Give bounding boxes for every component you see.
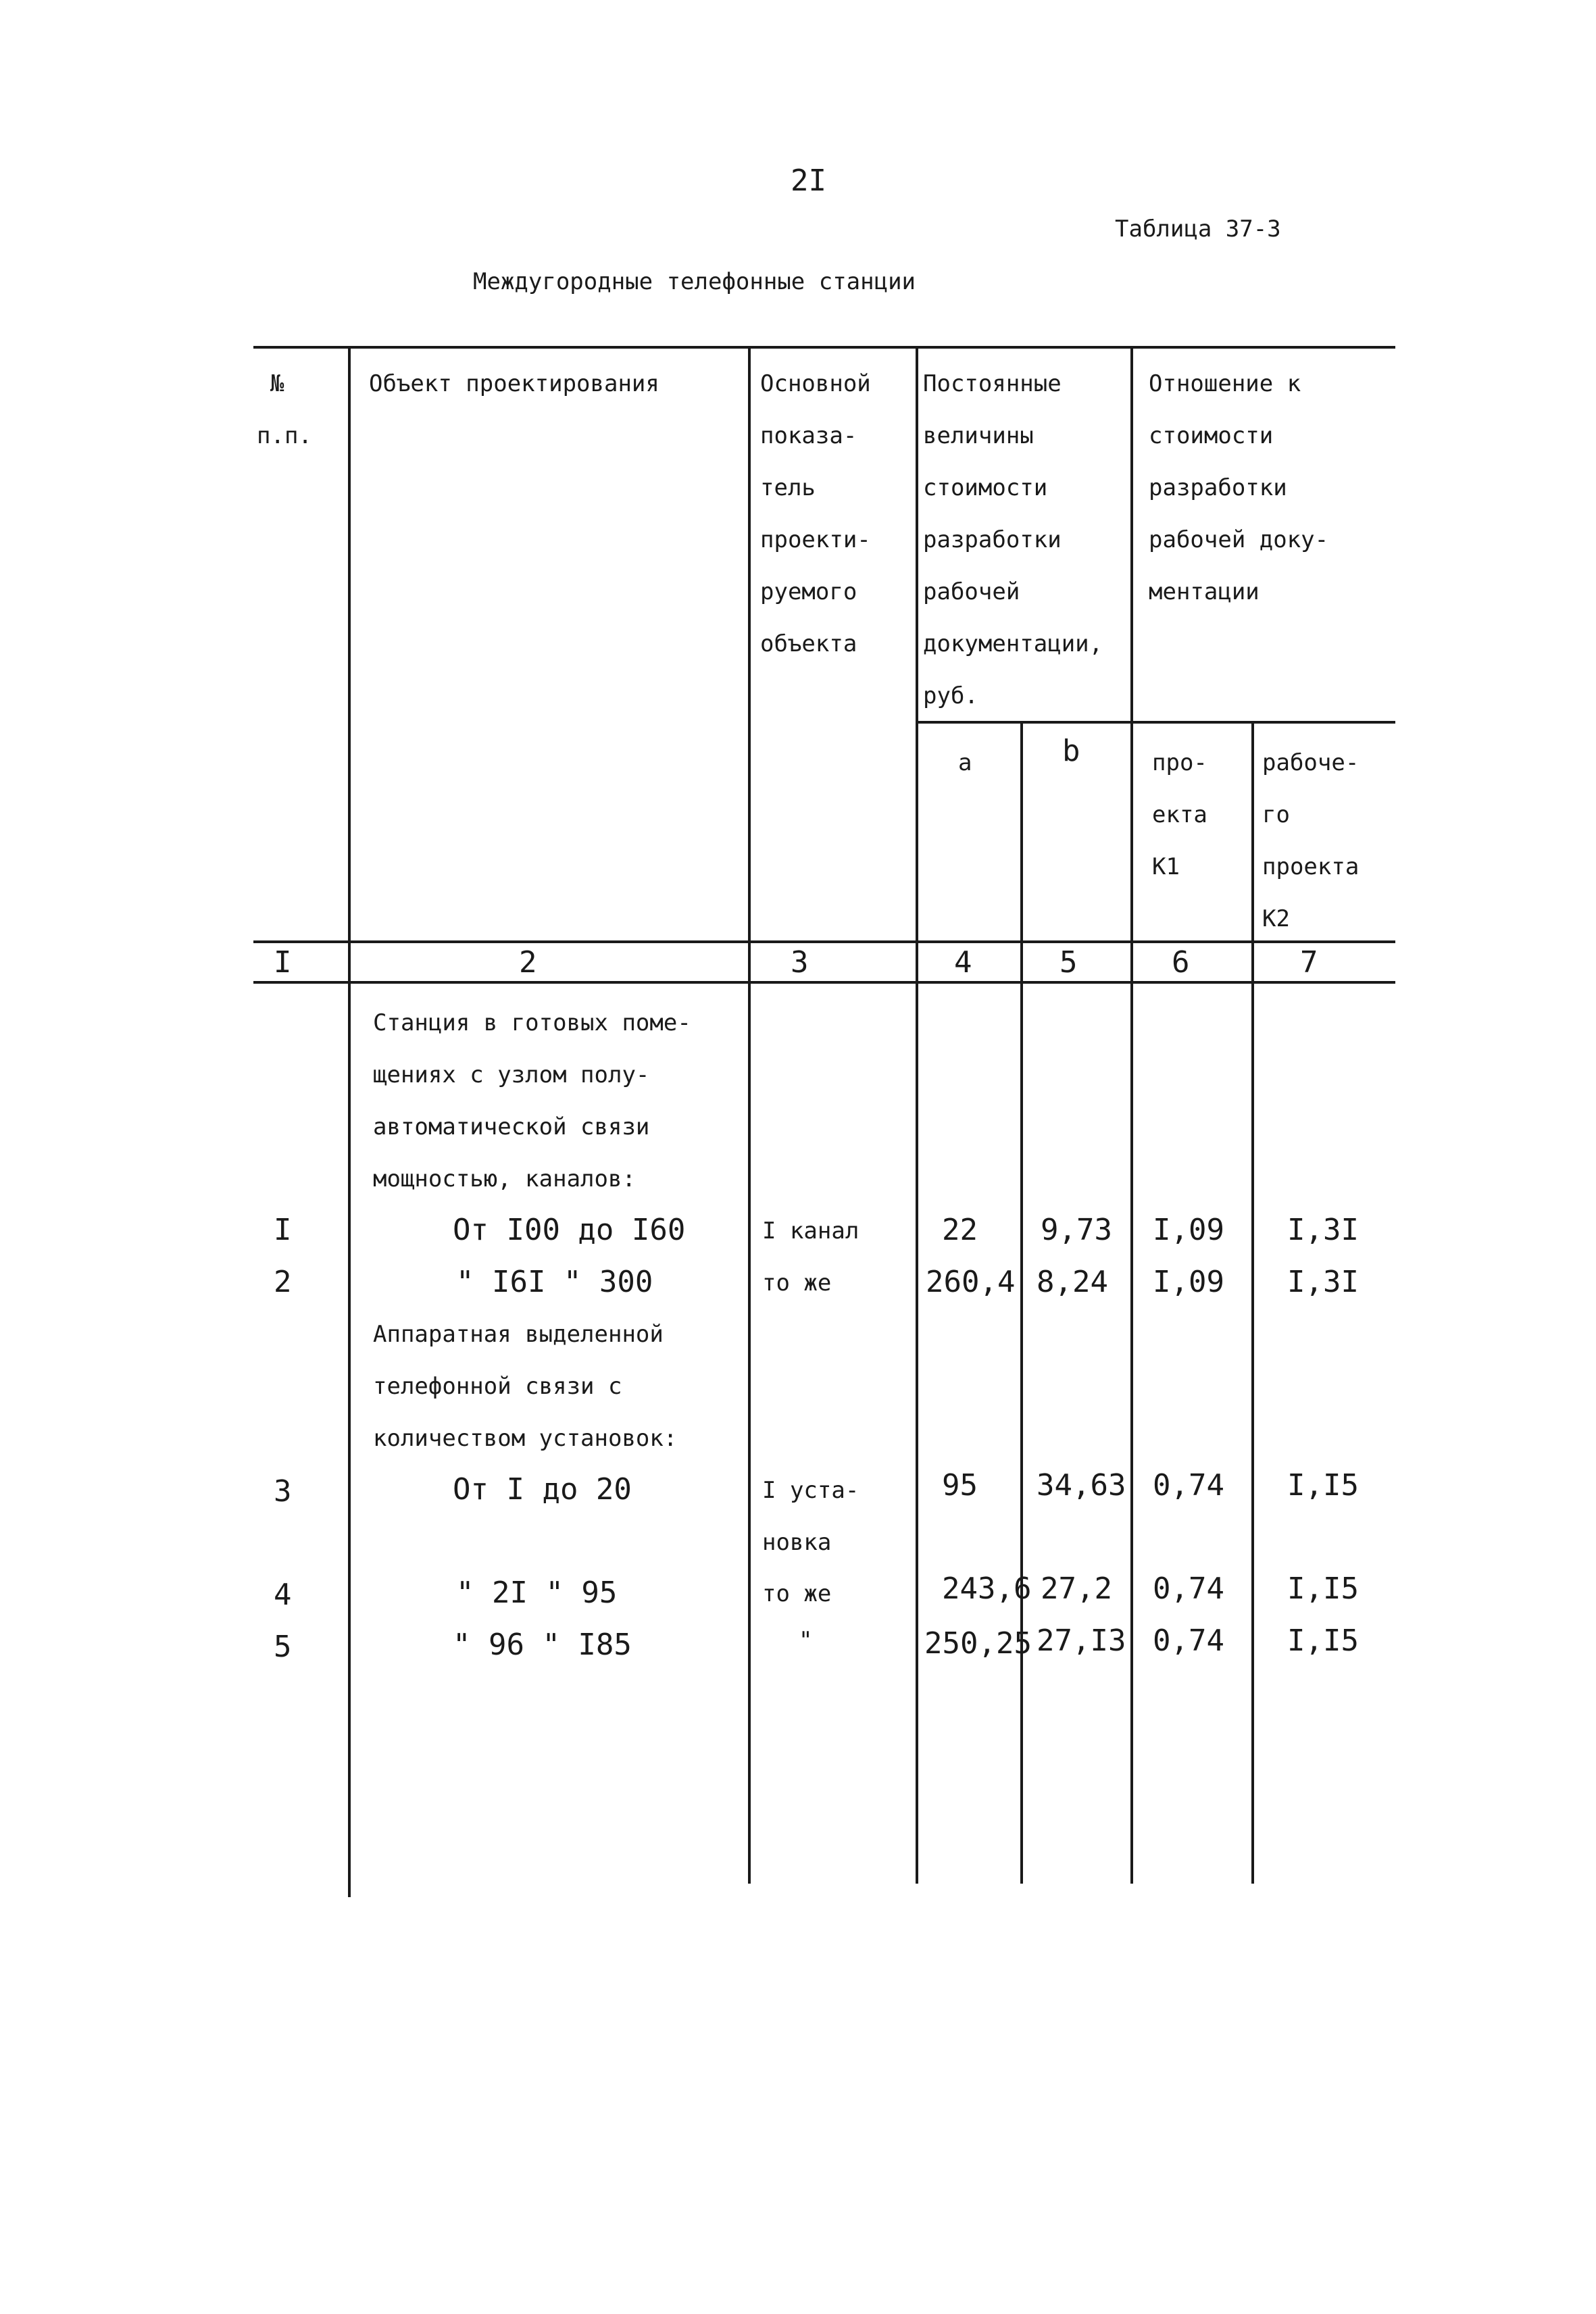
header-col6-line: K1 — [1152, 853, 1180, 880]
header-col4: а — [958, 749, 972, 776]
header-col2: Объект проектирования — [369, 370, 659, 397]
header-col45-line: рабочей — [923, 578, 1020, 605]
col-number: 4 — [954, 945, 972, 980]
section1-heading-line: мощностью, каналов: — [373, 1165, 636, 1192]
header-col45-line: документации, — [923, 630, 1103, 657]
row-object: От I до 20 — [453, 1472, 632, 1507]
header-col6-line: екта — [1152, 801, 1207, 828]
col-number: 3 — [791, 945, 809, 980]
col-divider-3 — [916, 347, 918, 1884]
section1-heading-line: щениях с узлом полу- — [373, 1061, 650, 1088]
header-col3-line: показа- — [760, 422, 857, 449]
col-divider-6 — [1251, 722, 1254, 1884]
row-object: " I6I " 300 — [456, 1265, 653, 1299]
row-unit: новка — [762, 1529, 832, 1556]
col-divider-1 — [348, 347, 351, 1897]
row-b: 27,I3 — [1037, 1624, 1126, 1658]
row-unit: I канал — [762, 1217, 859, 1244]
row-k2: I,I5 — [1287, 1468, 1359, 1503]
row-k2: I,I5 — [1287, 1624, 1359, 1658]
row-unit: " — [799, 1627, 813, 1654]
col-divider-4 — [1020, 722, 1023, 1884]
header-col1-line1: № — [270, 370, 284, 397]
page-number: 2I — [791, 164, 826, 198]
row-b: 8,24 — [1037, 1265, 1108, 1299]
header-col3-line: Основной — [760, 370, 871, 397]
section2-heading-line: телефонной связи с — [373, 1373, 622, 1400]
row-k2: I,3I — [1287, 1265, 1359, 1299]
row-number: 3 — [274, 1474, 292, 1509]
row-k1: 0,74 — [1153, 1571, 1224, 1606]
header-col67-line: рабочей доку- — [1149, 526, 1329, 553]
row-unit: то же — [762, 1269, 832, 1297]
section2-heading-line: Аппаратная выделенной — [373, 1321, 664, 1348]
row-unit: то же — [762, 1580, 832, 1607]
column-numbers-rule — [253, 981, 1395, 984]
row-a: 250,25 — [924, 1626, 1032, 1661]
row-number: I — [274, 1213, 292, 1247]
header-col3-line: тель — [760, 474, 816, 501]
row-number: 4 — [274, 1578, 292, 1612]
header-col45-line: Постоянные — [923, 370, 1062, 397]
header-col3-line: руемого — [760, 578, 857, 605]
row-number: 2 — [274, 1265, 292, 1299]
row-object: " 96 " I85 — [453, 1628, 632, 1662]
header-col45-line: стоимости — [923, 474, 1048, 501]
col-number: 2 — [519, 945, 537, 980]
col-divider-2 — [748, 347, 751, 1884]
header-col67-line: стоимости — [1149, 422, 1274, 449]
row-k1: 0,74 — [1153, 1624, 1224, 1658]
header-col7-line: го — [1262, 801, 1290, 828]
header-col5: b — [1062, 734, 1080, 768]
row-b: 34,63 — [1037, 1468, 1126, 1503]
row-a: 243,6 — [942, 1571, 1032, 1606]
col-divider-5 — [1130, 347, 1133, 1884]
row-k1: 0,74 — [1153, 1468, 1224, 1503]
header-col67-line: Отношение к — [1149, 370, 1301, 397]
header-col3-line: объекта — [760, 630, 857, 657]
row-unit: I уста- — [762, 1477, 859, 1504]
section1-heading-line: автоматической связи — [373, 1113, 650, 1140]
row-a: 22 — [942, 1213, 978, 1247]
row-a: 95 — [942, 1468, 978, 1503]
col-number: 6 — [1172, 945, 1190, 980]
header-col7-line: проекта — [1262, 853, 1360, 880]
subheader-rule — [916, 721, 1395, 724]
header-col3-line: проекти- — [760, 526, 871, 553]
col-number: 5 — [1059, 945, 1078, 980]
table-title: Междугородные телефонные станции — [473, 268, 916, 295]
header-col67-line: разработки — [1149, 474, 1287, 501]
header-col45-line: величины — [923, 422, 1034, 449]
header-col7-line: рабоче- — [1262, 749, 1360, 776]
row-k2: I,3I — [1287, 1213, 1359, 1247]
header-col45-line: руб. — [923, 682, 978, 709]
header-col45-line: разработки — [923, 526, 1062, 553]
header-col1-line2: п.п. — [257, 422, 312, 449]
col-number: 7 — [1300, 945, 1318, 980]
header-col6-line: про- — [1152, 749, 1207, 776]
table-top-rule — [253, 346, 1395, 349]
row-object: " 2I " 95 — [456, 1576, 618, 1610]
row-b: 9,73 — [1041, 1213, 1112, 1247]
header-col7-line: K2 — [1262, 905, 1290, 932]
row-object: От I00 до I60 — [453, 1213, 686, 1247]
row-b: 27,2 — [1041, 1571, 1112, 1606]
row-k2: I,I5 — [1287, 1571, 1359, 1606]
section1-heading-line: Станция в готовых поме- — [373, 1009, 691, 1036]
table-label: Таблица 37-3 — [1115, 216, 1281, 243]
row-a: 260,4 — [926, 1265, 1016, 1299]
header-bottom-rule — [253, 940, 1395, 943]
row-k1: I,09 — [1153, 1265, 1224, 1299]
col-number: I — [274, 945, 292, 980]
row-k1: I,09 — [1153, 1213, 1224, 1247]
row-number: 5 — [274, 1630, 292, 1664]
section2-heading-line: количеством установок: — [373, 1425, 678, 1452]
header-col67-line: ментации — [1149, 578, 1260, 605]
